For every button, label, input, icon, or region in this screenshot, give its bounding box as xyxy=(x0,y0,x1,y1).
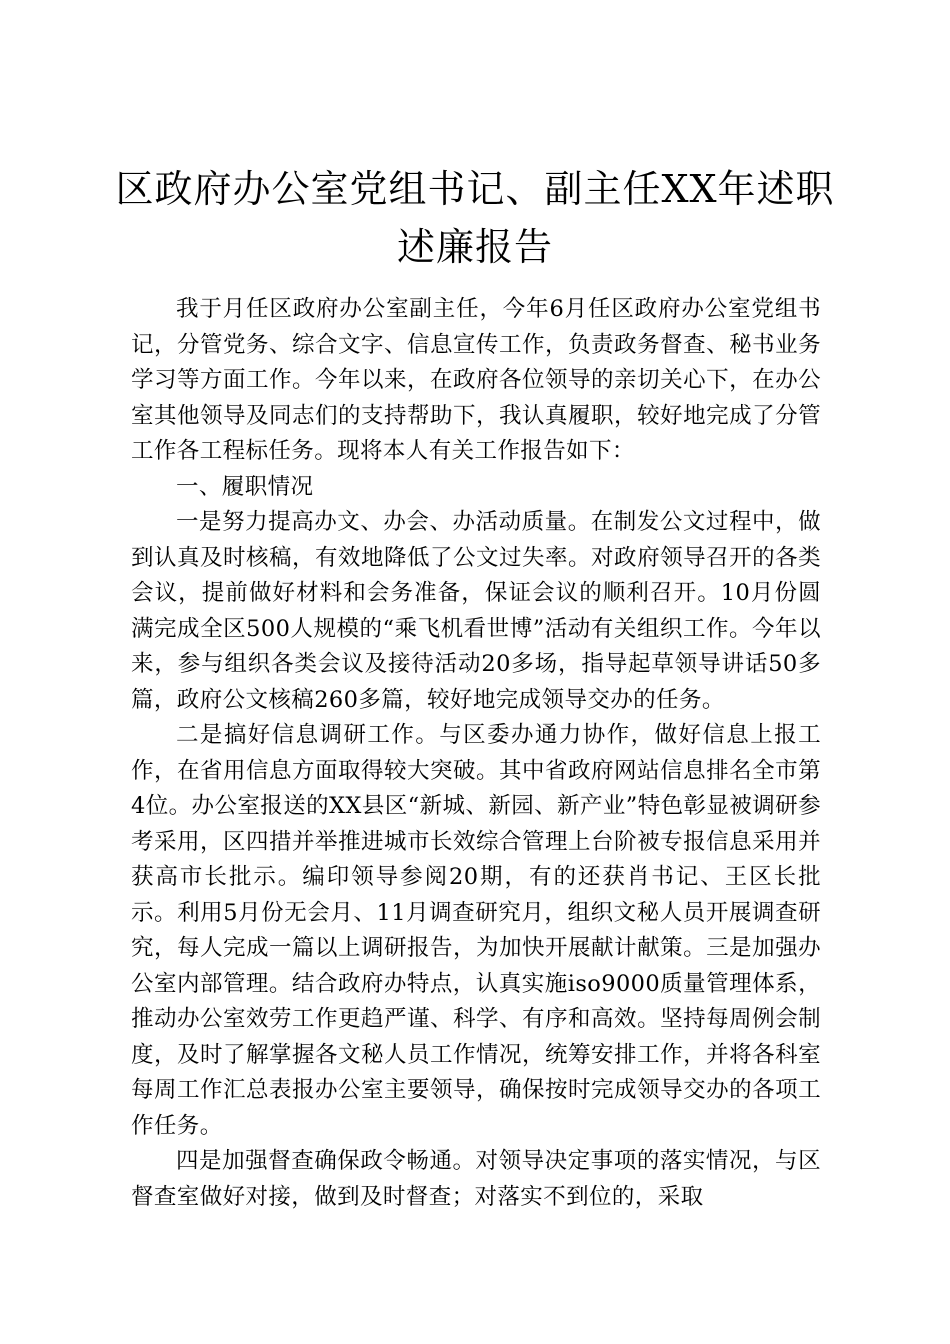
document-title: 区政府办公室党组书记、副主任XX年述职述廉报告 xyxy=(115,167,835,269)
paragraph-item-four: 四是加强督查确保政令畅通。对领导决定事项的落实情况，与区督查室做好对接，做到及时督查；对落实不到位的，采取 xyxy=(131,1148,821,1210)
paragraph-item-two: 二是搞好信息调研工作。与区委办通力协作，做好信息上报工作，在省用信息方面取得较大突破。其中省政府网站信息排名全市第4位。办公室报送的XX县区“新城、新园、新产业”特色彰显被调研参考采用，区四措并举推进城市长效综合管理上台阶被专报信息采用并获高市长批示。编印领导参阅20期，有的还获肖书记、王区长批示。利用5月份无会月、11月调查研究月，组织文秘人员开展调查研究，每人完成一篇以上调研报告，为加快开展献计献策。三是加强办公室内部管理。结合政府办特点，认真实施iso9000质量管理体系，推动办公室效劳工作更趋严谨、科学、有序和高效。坚持每周例会制度，及时了解掌握各文秘人员工作情况，统筹安排工作，并将各科室每周工作汇总表报办公室主要领导，确保按时完成领导交办的各项工作任务。 xyxy=(131,722,821,1139)
paragraph-intro: 我于月任区政府办公室副主任，今年6月任区政府办公室党组书记，分管党务、综合文字、信息宣传工作，负责政务督查、秘书业务学习等方面工作。今年以来，在政府各位领导的亲切关心下，在办公室其他领导及同志们的支持帮助下，我认真履职，较好地完成了分管工作各工程标任务。现将本人有关工作报告如下： xyxy=(131,296,821,464)
paragraph-item-one: 一是努力提高办文、办会、办活动质量。在制发公文过程中，做到认真及时核稿，有效地降低了公文过失率。对政府领导召开的各类会议，提前做好材料和会务准备，保证会议的顺利召开。10月份圆满完成全区500人规模的“乘飞机看世博”活动有关组织工作。今年以来，参与组织各类会议及接待活动20多场，指导起草领导讲话50多篇，政府公文核稿260多篇，较好地完成领导交办的任务。 xyxy=(131,509,821,713)
section-heading-duty: 一、履职情况 xyxy=(176,473,314,500)
document-body xyxy=(131,292,821,1215)
